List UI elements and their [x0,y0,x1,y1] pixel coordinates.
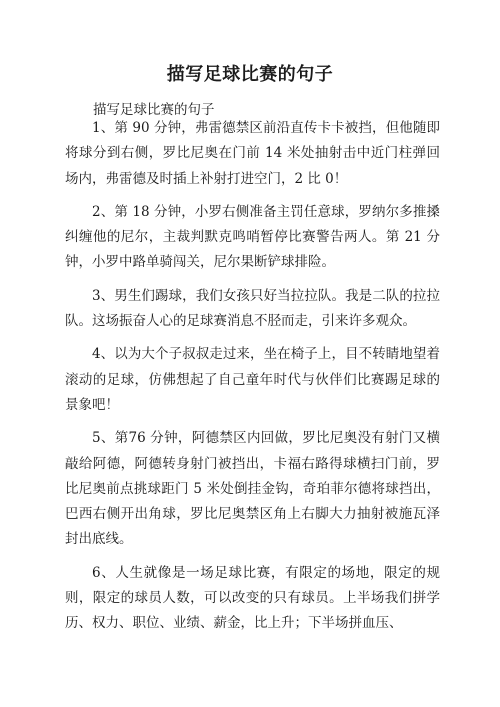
paragraph-6: 6、人生就像是一场足球比赛，有限定的场地，限定的规则，限定的球员人数，可以改变的只有球员。上半场我们拼学历、权力、职位、业绩、薪金，比上升；下半场拼血压、 [65,564,440,632]
paragraph-3: 3、男生们踢球，我们女孩只好当拉拉队。我是二队的拉拉队。这场振奋人心的足球赛消息不胫而走，引来许多观众。 [65,287,440,330]
document-title: 描写足球比赛的句子 [166,64,334,85]
paragraph-5: 5、第76 分钟，阿德禁区内回做，罗比尼奥没有射门又横敲给阿德，阿德转身射门被挡出，卡福右路得球横扫门前，罗比尼奥前点挑球距门 5 米处倒挂金钩，奇珀菲尔德将球挡出，巴西右侧开出角球，罗比尼奥禁区角上右脚大力抽射被施瓦泽封出底线。 [65,430,440,548]
paragraph-1: 1、第 90 分钟，弗雷德禁区前沿直传卡卡被挡，但他随即将球分到右侧，罗比尼奥在门前 14 米处抽射击中近门柱弹回场内，弗雷德及时插上补射打进空门，2 比 0！ [65,120,440,187]
document-subtitle: 描写足球比赛的句子 [93,102,215,118]
paragraph-2: 2、第 18 分钟，小罗右侧准备主罚任意球，罗纳尔多推搡纠缠他的尼尔，主裁判默克鸣哨暂停比赛警告两人。第 21 分钟，小罗中路单骑闯关，尼尔果断铲球排险。 [65,203,440,271]
document-body [65,116,440,645]
paragraph-4: 4、以为大个子叔叔走过来，坐在椅子上，目不转睛地望着滚动的足球，仿佛想起了自己童年时代与伙伴们比赛踢足球的景象吧！ [65,346,440,413]
